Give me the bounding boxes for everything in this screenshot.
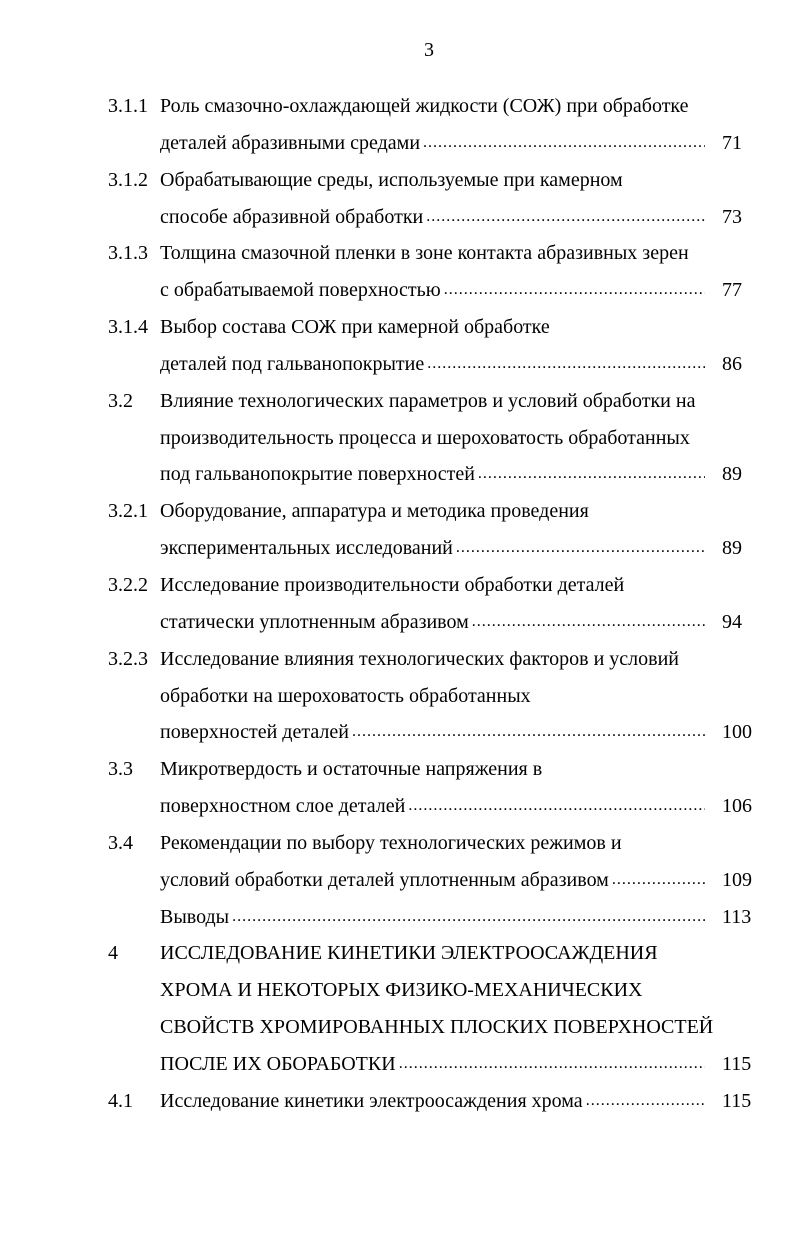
toc-dot-leader — [472, 604, 705, 641]
toc-entry-number: 3.2.3 — [108, 647, 148, 670]
toc-entry — [0, 899, 797, 936]
toc-entry-title-line: Исследование производительности обработки деталей — [160, 573, 625, 596]
toc-entry — [0, 1083, 797, 1120]
toc-dot-leader — [352, 714, 705, 751]
toc-entry-page: 89 — [722, 537, 742, 560]
toc-entry-title-line: Исследование кинетики электроосаждения хрома — [160, 1089, 583, 1112]
toc-entry-title-line: Выводы — [160, 905, 230, 928]
toc-entry-number: 3.1.1 — [108, 95, 148, 117]
toc-entry-page: 100 — [722, 721, 752, 744]
toc-entry-page: 115 — [722, 1089, 752, 1112]
toc-entry-title-line: под гальванопокрытие поверхностей — [160, 463, 475, 486]
toc-dot-leader — [399, 1046, 705, 1083]
toc-entry-title-line: способе абразивной обработки — [160, 205, 424, 228]
toc-entry-title-line: Толщина смазочной пленки в зоне контакта абразивных зерен — [160, 242, 689, 265]
toc-dot-leader — [456, 530, 705, 567]
toc-entry — [0, 309, 797, 383]
toc-entry-page: 73 — [722, 205, 742, 228]
toc-entry-title-line: с обрабатываемой поверхностью — [160, 279, 441, 302]
toc-entry — [0, 162, 797, 236]
toc-entry — [0, 383, 797, 494]
toc-entry — [0, 641, 797, 752]
toc-entry-number: 3.3 — [108, 758, 133, 781]
toc-entry — [0, 88, 797, 162]
toc-entry-number: 4 — [108, 942, 118, 965]
toc-entry — [0, 235, 797, 309]
toc-entry-number: 3.2.2 — [108, 573, 148, 596]
toc-entry-page: 94 — [722, 610, 742, 633]
toc-entry-page: 109 — [722, 868, 752, 891]
toc-entry-number: 3.1.3 — [108, 242, 148, 265]
toc-entry-title-line: ХРОМА И НЕКОТОРЫХ ФИЗИКО-МЕХАНИЧЕСКИХ — [160, 979, 643, 1002]
toc-entry-title-line: экспериментальных исследований — [160, 537, 453, 560]
toc-dot-leader — [586, 1083, 705, 1120]
table-of-contents — [0, 88, 797, 1120]
toc-entry-number: 3.1.2 — [108, 168, 148, 191]
toc-entry-title-line: деталей абразивными средами — [160, 131, 421, 154]
toc-entry-title-line: производительность процесса и шероховатость обработанных — [160, 426, 690, 449]
toc-dot-leader — [423, 125, 705, 162]
toc-entry-page: 113 — [722, 905, 752, 928]
toc-dot-leader — [427, 346, 705, 383]
toc-entry-title-line: обработки на шероховатость обработанных — [160, 684, 531, 707]
toc-entry-title-line: условий обработки деталей уплотненным абразивом — [160, 868, 609, 891]
toc-entry-page: 115 — [722, 1052, 752, 1075]
toc-entry-title-line: Оборудование, аппаратура и методика проведения — [160, 500, 589, 523]
toc-entry-title-line: Роль смазочно-охлаждающей жидкости (СОЖ) при обработке — [160, 95, 689, 117]
toc-dot-leader — [478, 456, 705, 493]
toc-entry-title-line: СВОЙСТВ ХРОМИРОВАННЫХ ПЛОСКИХ ПОВЕРХНОСТЕЙ — [160, 1016, 714, 1039]
toc-entry-number: 3.2 — [108, 389, 133, 412]
toc-dot-leader — [232, 899, 705, 936]
toc-entry-title-line: статически уплотненным абразивом — [160, 610, 469, 633]
toc-entry — [0, 493, 797, 567]
toc-entry — [0, 935, 797, 1082]
toc-entry-title-line: поверхностей деталей — [160, 721, 349, 744]
toc-entry-page: 86 — [722, 352, 742, 375]
page-number: 3 — [424, 39, 434, 61]
toc-entry-title-line: Выбор состава СОЖ при камерной обработке — [160, 316, 550, 339]
toc-entry-page: 77 — [722, 279, 742, 302]
toc-entry-title-line: Микротвердость и остаточные напряжения в — [160, 758, 543, 781]
toc-entry — [0, 825, 797, 899]
toc-entry — [0, 751, 797, 825]
toc-dot-leader — [408, 788, 705, 825]
toc-entry-title-line: Влияние технологических параметров и условий обработки на — [160, 389, 696, 412]
toc-entry-number: 3.4 — [108, 831, 133, 854]
toc-entry-page: 89 — [722, 463, 742, 486]
toc-entry — [0, 567, 797, 641]
toc-entry-page: 71 — [722, 131, 742, 154]
toc-entry-title-line: деталей под гальванопокрытие — [160, 352, 425, 375]
toc-entry-number: 3.1.4 — [108, 316, 148, 339]
toc-entry-title-line: Рекомендации по выбору технологических режимов и — [160, 831, 622, 854]
toc-dot-leader — [612, 862, 705, 899]
toc-entry-number: 3.2.1 — [108, 500, 148, 523]
toc-entry-title-line: ПОСЛЕ ИХ ОБОРАБОТКИ — [160, 1052, 396, 1075]
toc-entry-title-line: Обрабатывающие среды, используемые при камерном — [160, 168, 623, 191]
toc-dot-leader — [426, 199, 705, 236]
toc-entry-number: 4.1 — [108, 1089, 133, 1112]
toc-entry-title-line: поверхностном слое деталей — [160, 795, 406, 818]
toc-dot-leader — [444, 272, 705, 309]
toc-entry-title-line: Исследование влияния технологических факторов и условий — [160, 647, 680, 670]
toc-entry-page: 106 — [722, 795, 752, 818]
toc-entry-title-line: ИССЛЕДОВАНИЕ КИНЕТИКИ ЭЛЕКТРООСАЖДЕНИЯ — [160, 942, 658, 965]
